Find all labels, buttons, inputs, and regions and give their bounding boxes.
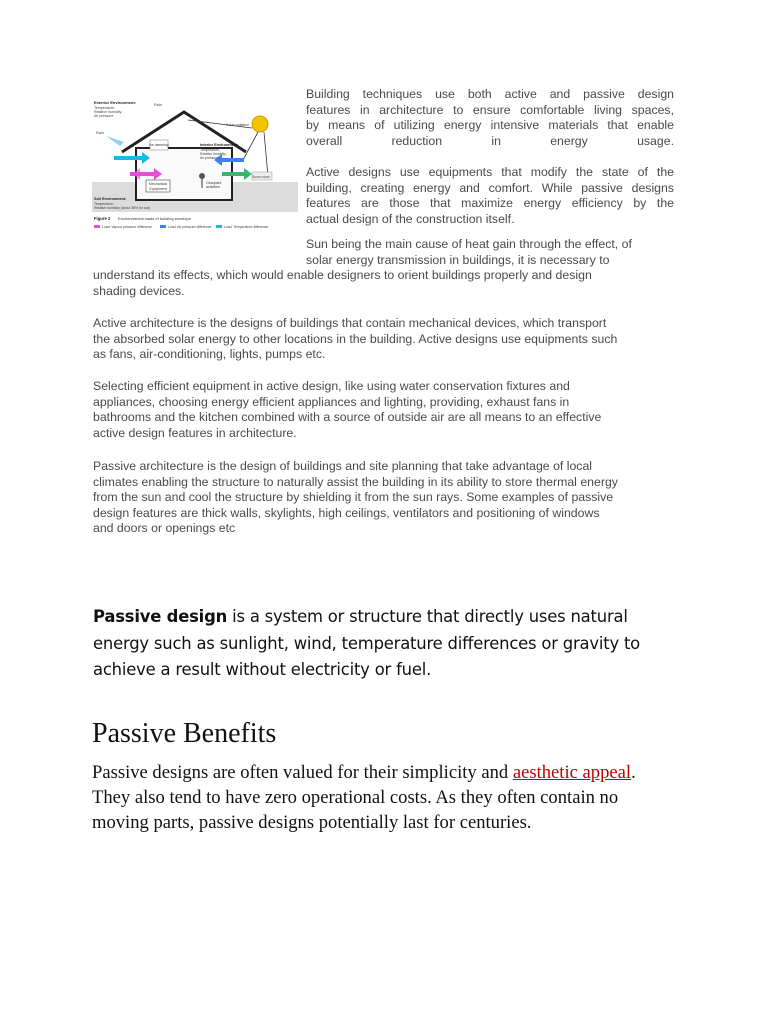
svg-text:Load: Vapour pressure differen: Load: Vapour pressure difference xyxy=(102,225,153,229)
sun-paragraph-continued xyxy=(93,268,673,299)
svg-text:Air pressure: Air pressure xyxy=(200,156,219,160)
svg-text:Mechanical: Mechanical xyxy=(148,182,168,186)
paragraph-line: bathrooms and the kitchen combined with a source of outside air are all means to an effective xyxy=(93,410,602,425)
svg-text:Relative humidity (about 98% f: Relative humidity (about 98% for soil) xyxy=(94,206,151,210)
paragraph-line: climates enabling the structure to naturally assist the building in its ability to store thermal energy xyxy=(93,474,618,489)
svg-text:Air pressure: Air pressure xyxy=(94,114,114,118)
svg-text:Rain: Rain xyxy=(154,103,162,107)
svg-text:Interior Environment:: Interior Environment: xyxy=(200,143,239,147)
svg-text:Temperature,: Temperature, xyxy=(94,106,116,110)
paragraph-line: Selecting efficient equipment in active design, like using water conservation fixtures and xyxy=(93,379,570,393)
svg-text:Temperature,: Temperature, xyxy=(94,202,114,206)
svg-text:Equipment: Equipment xyxy=(149,187,167,191)
paragraph-line: Passive architecture is the design of buildings and site planning that take advantage of local xyxy=(93,459,593,473)
svg-text:Soil Environment:: Soil Environment: xyxy=(94,197,127,201)
efficient-equipment-paragraph xyxy=(93,379,678,441)
paragraph-line: appliances, choosing energy efficient appliances and lighting, providing, exhaust fans in xyxy=(93,394,570,409)
passive-architecture-paragraph xyxy=(93,459,678,537)
intro-line: features in architecture to ensure comfortable living spaces, xyxy=(306,102,674,117)
svg-text:Temperature,: Temperature, xyxy=(200,148,220,152)
passive-design-definition xyxy=(93,604,683,684)
svg-text:Rain: Rain xyxy=(96,131,104,135)
intro-line: by means of utilizing energy intensive materials that enable xyxy=(306,118,674,133)
svg-text:Snow cover: Snow cover xyxy=(252,175,270,179)
intro-line: Building techniques use both active and passive design xyxy=(306,87,674,101)
sun-paragraph-start xyxy=(306,237,674,268)
definition-text: is a system or structure that directly uses natural energy such as sunlight, wind, temperature differences or gravity to achieve a result without electricity or fuel. xyxy=(93,607,641,679)
building-envelope-figure xyxy=(92,96,298,244)
svg-text:Ice damming: Ice damming xyxy=(149,143,169,147)
benefits-text-continued: . They also tend to have zero operational costs. As they often contain no moving parts, passive designs potentially last for centuries. xyxy=(92,762,636,833)
svg-text:Occupant: Occupant xyxy=(206,181,222,185)
aesthetic-appeal-link[interactable]: aesthetic appeal xyxy=(512,762,632,783)
intro-line: overall reduction in energy usage. xyxy=(306,133,674,148)
paragraph-line: Active architecture is the designs of buildings that contain mechanical devices, which transport xyxy=(93,316,607,330)
svg-text:Load: Temperature difference: Load: Temperature difference xyxy=(224,225,269,229)
intro-column xyxy=(306,87,674,227)
sun-line: shading devices. xyxy=(93,283,185,298)
sun-icon xyxy=(252,116,268,132)
intro-line: features are those that maximize energy efficiency by the xyxy=(306,196,674,211)
benefits-text: Passive designs are often valued for their simplicity and xyxy=(92,762,513,783)
passive-benefits-heading: Passive Benefits xyxy=(92,718,277,749)
intro-line: Active designs use equipments that modify the state of the xyxy=(306,164,674,179)
paragraph-line: the absorbed solar energy to other locations in the building. Active designs use equipments such xyxy=(93,331,618,346)
passive-benefits-paragraph xyxy=(92,760,672,835)
paragraph-line: and doors or openings etc xyxy=(93,521,236,536)
svg-text:activities: activities xyxy=(206,185,220,189)
paragraph-line: from the sun and cool the structure by shielding it from the sun rays. Some examples of passive xyxy=(93,490,614,505)
figure-caption: Environmental loads of building envelope xyxy=(118,216,191,221)
paragraph-line: as fans, air-conditioning, lights, pumps etc. xyxy=(93,347,326,362)
active-architecture-paragraph xyxy=(93,316,678,363)
svg-text:Relative humidity,: Relative humidity, xyxy=(200,152,227,156)
svg-text:Exterior Environment:: Exterior Environment: xyxy=(94,100,137,105)
sun-line: understand its effects, which would enable designers to orient buildings properly and design xyxy=(93,268,592,282)
sun-line: Sun being the main cause of heat gain through the effect, of xyxy=(306,237,632,251)
sun-line: solar energy transmission in buildings, it is necessary to xyxy=(306,252,610,267)
figure-caption-number: Figure 2 xyxy=(94,216,111,221)
paragraph-line: design features are thick walls, skylights, high ceilings, ventilators and positioning of windows xyxy=(93,505,600,520)
intro-line: building, creating energy and comfort. While passive designs xyxy=(306,180,674,195)
temp-arrow xyxy=(106,136,124,146)
svg-text:Solar radiation: Solar radiation xyxy=(226,123,250,127)
svg-text:Load: Air pressure difference: Load: Air pressure difference xyxy=(168,225,212,229)
svg-text:Relative humidity,: Relative humidity, xyxy=(94,110,123,114)
definition-term: Passive design xyxy=(93,607,228,626)
building-envelope-diagram xyxy=(92,96,298,244)
paragraph-line: active design features in architecture. xyxy=(93,425,297,440)
intro-line: actual design of the construction itself. xyxy=(306,211,515,226)
